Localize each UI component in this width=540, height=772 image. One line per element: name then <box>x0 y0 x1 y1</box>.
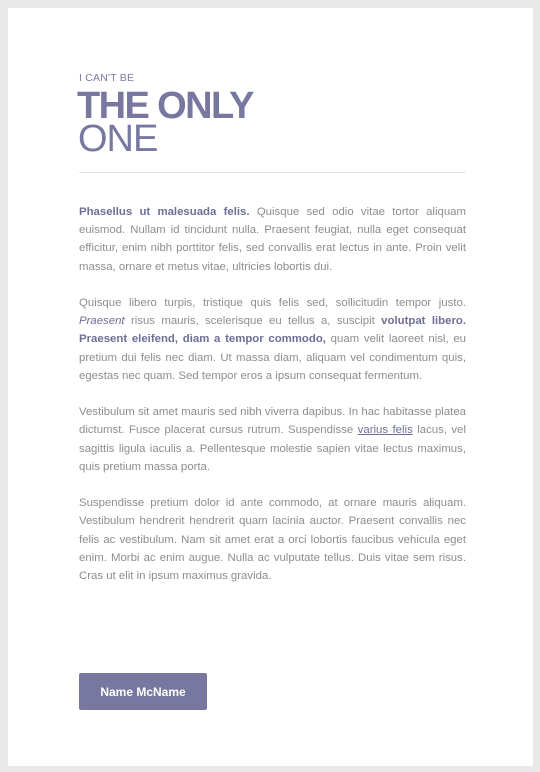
title-line-1: THE ONLY <box>77 85 253 127</box>
document-page <box>8 8 533 766</box>
paragraph-2-middle: risus mauris, scelerisque eu tellus a, suscipit <box>124 315 382 328</box>
paragraph-1-text: Quisque sed odio vitae tortor aliquam euismod. Nullam id tincidunt nulla. Praesent feugiat, nulla eget consequat efficitur, enim nibh porttitor felis, sed convallis erat lectus in ante. Proin velit massa, ornare et metus vitae, ultricies lobortis dui. <box>79 206 466 273</box>
title-divider <box>79 172 466 173</box>
paragraph-1 <box>79 203 466 276</box>
paragraph-1-lead: Phasellus ut malesuada felis. <box>79 206 250 218</box>
paragraph-3-end: lacus, vel sagittis ligula iaculis a. Pellentesque molestie sapien vitae lectus maximus, quis pretium massa porta. <box>79 424 466 473</box>
varius-felis-link[interactable]: varius felis <box>357 424 413 437</box>
paragraph-2-start: Quisque libero turpis, tristique quis felis sed, sollicitudin tempor justo. <box>79 297 466 309</box>
body-text <box>79 203 466 603</box>
title-line-2: ONE <box>78 118 158 160</box>
name-button[interactable]: Name McName <box>79 673 207 710</box>
paragraph-3-start: Vestibulum sit amet mauris sed nibh viverra dapibus. In hac habitasse platea dictumst. Fusce placerat cursus rutrum. Suspendisse <box>79 406 466 437</box>
paragraph-2 <box>79 294 466 385</box>
paragraph-2-end: quam velit laoreet nisl, eu pretium dui felis nec diam. Ut massa diam, aliquam vel condimentum quis, egestas nec quam. Sed tempor eros a ipsum consequat fermentum. <box>79 333 466 382</box>
paragraph-3 <box>79 403 466 476</box>
paragraph-2-bold: volutpat libero. Praesent eleifend, diam a tempor commodo, <box>79 315 466 346</box>
eyebrow-text: I CAN'T BE <box>79 72 135 84</box>
paragraph-2-italic: Praesent <box>79 315 125 328</box>
paragraph-4: Suspendisse pretium dolor id ante commodo, at ornare mauris aliquam. Vestibulum hendrerit hendrerit quam lacinia auctor. Praesent convallis nec felis ac vestibulum. Nam sit amet erat a orci lobortis faucibus vehicula eget enim. Morbi ac enim augue. Nulla ac vulputate tellus. Duis vitae sem risus. Cras ut elit in ipsum maximus gravida. <box>79 497 466 583</box>
